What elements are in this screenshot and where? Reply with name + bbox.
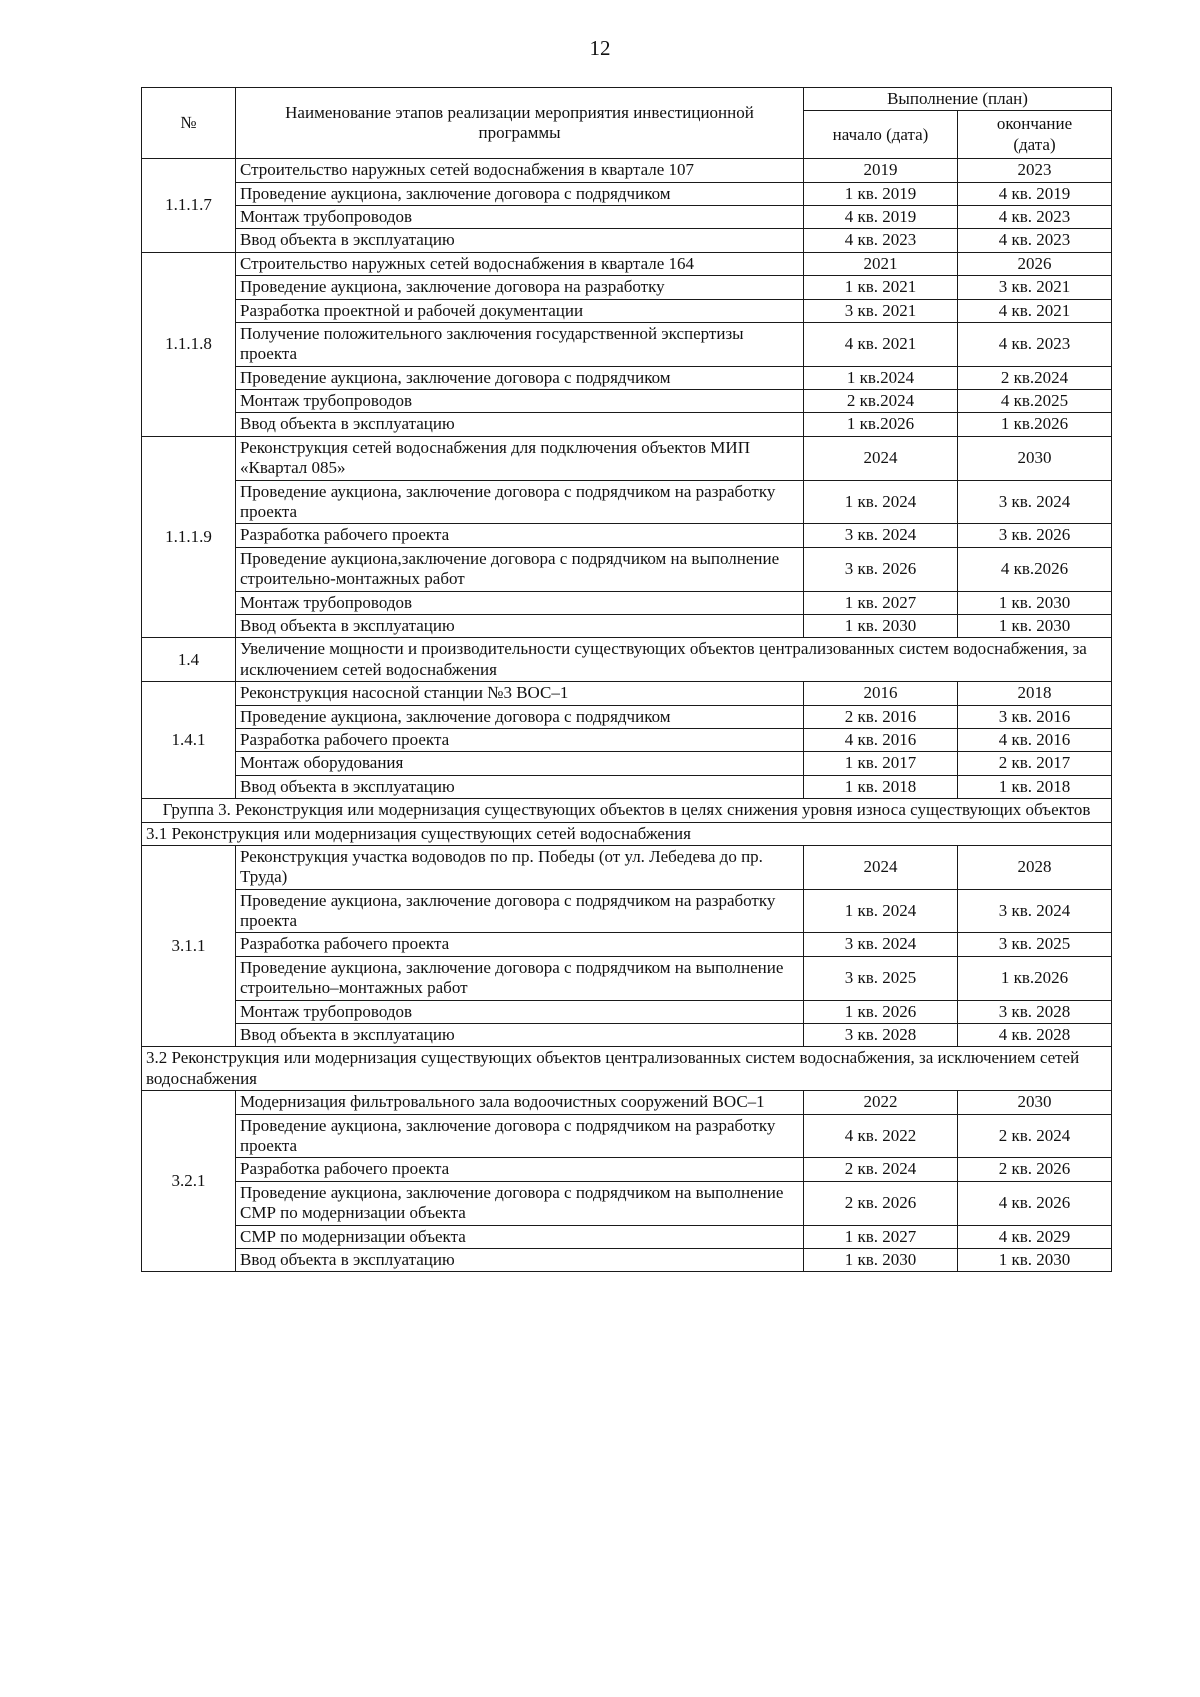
- end-date: 1 кв.2026: [958, 413, 1112, 436]
- start-date: 1 кв. 2024: [804, 889, 958, 933]
- end-date: 1 кв. 2030: [958, 1248, 1112, 1271]
- item-number: 1.4.1: [142, 682, 236, 799]
- start-date: 1 кв. 2018: [804, 775, 958, 798]
- end-date: 1 кв. 2030: [958, 614, 1112, 637]
- start-date: 4 кв. 2022: [804, 1114, 958, 1158]
- stage-name: Монтаж трубопроводов: [236, 1000, 804, 1023]
- stage-row: [142, 705, 1112, 728]
- end-date: 2 кв. 2017: [958, 752, 1112, 775]
- start-date: 1 кв. 2024: [804, 480, 958, 524]
- stage-name: Разработка проектной и рабочей документации: [236, 299, 804, 322]
- stage-row: [142, 229, 1112, 252]
- start-date: 2016: [804, 682, 958, 705]
- start-date: 3 кв. 2026: [804, 547, 958, 591]
- end-date: 1 кв. 2018: [958, 775, 1112, 798]
- group-title: Группа 3. Реконструкция или модернизация существующих объектов в целях снижения уровня износа существующих объектов: [142, 799, 1112, 822]
- stage-name: Проведение аукциона,заключение договора с подрядчиком на выполнение строительно-монтажных работ: [236, 547, 804, 591]
- end-date: 4 кв.2025: [958, 390, 1112, 413]
- start-date: 1 кв. 2026: [804, 1000, 958, 1023]
- item-number: 3.1.1: [142, 845, 236, 1047]
- stage-name: Ввод объекта в эксплуатацию: [236, 775, 804, 798]
- start-date: 2 кв. 2016: [804, 705, 958, 728]
- measure-name: Реконструкция насосной станции №3 ВОС–1: [236, 682, 804, 705]
- end-date: 3 кв. 2026: [958, 524, 1112, 547]
- stage-row: [142, 205, 1112, 228]
- start-date: 2 кв. 2024: [804, 1158, 958, 1181]
- stage-name: Разработка рабочего проекта: [236, 933, 804, 956]
- start-date: 4 кв. 2016: [804, 728, 958, 751]
- stage-row: [142, 956, 1112, 1000]
- stage-name: Монтаж трубопроводов: [236, 205, 804, 228]
- stage-row: [142, 728, 1112, 751]
- start-date: 2024: [804, 845, 958, 889]
- measure-row: [142, 252, 1112, 275]
- stage-row: [142, 1181, 1112, 1225]
- measure-row: [142, 159, 1112, 182]
- stage-row: [142, 322, 1112, 366]
- measure-name: Реконструкция сетей водоснабжения для подключения объектов МИП «Квартал 085»: [236, 436, 804, 480]
- stage-name: Монтаж трубопроводов: [236, 591, 804, 614]
- subgroup-title: 3.2 Реконструкция или модернизация существующих объектов централизованных систем водоснабжения, за исключением сетей водоснабжения: [142, 1047, 1112, 1091]
- start-date: 2 кв. 2026: [804, 1181, 958, 1225]
- end-date: 2 кв.2024: [958, 366, 1112, 389]
- measure-name: Модернизация фильтровального зала водоочистных сооружений ВОС–1: [236, 1091, 804, 1114]
- section-title: Увеличение мощности и производительности существующих объектов централизованных систем водоснабжения, за исключением сетей водоснабжения: [236, 638, 1112, 682]
- stage-name: Монтаж трубопроводов: [236, 390, 804, 413]
- item-number: 1.1.1.9: [142, 436, 236, 638]
- item-number: 3.2.1: [142, 1091, 236, 1272]
- end-date: 2023: [958, 159, 1112, 182]
- measure-row: [142, 682, 1112, 705]
- end-date: 4 кв. 2016: [958, 728, 1112, 751]
- end-date: 1 кв.2026: [958, 956, 1112, 1000]
- stage-name: Проведение аукциона, заключение договора с подрядчиком на разработку проекта: [236, 480, 804, 524]
- end-date: 4 кв. 2029: [958, 1225, 1112, 1248]
- end-date: 4 кв. 2023: [958, 229, 1112, 252]
- start-date: 3 кв. 2024: [804, 933, 958, 956]
- start-date: 2021: [804, 252, 958, 275]
- stage-row: [142, 276, 1112, 299]
- start-date: 2019: [804, 159, 958, 182]
- start-date: 2024: [804, 436, 958, 480]
- start-date: 3 кв. 2021: [804, 299, 958, 322]
- start-date: 3 кв. 2028: [804, 1024, 958, 1047]
- stage-name: Разработка рабочего проекта: [236, 728, 804, 751]
- end-date: 4 кв. 2023: [958, 322, 1112, 366]
- stage-row: [142, 480, 1112, 524]
- stage-name: Проведение аукциона, заключение договора с подрядчиком: [236, 366, 804, 389]
- start-date: 4 кв. 2019: [804, 205, 958, 228]
- measure-name: Строительство наружных сетей водоснабжения в квартале 107: [236, 159, 804, 182]
- start-date: 3 кв. 2025: [804, 956, 958, 1000]
- end-date: 4 кв. 2021: [958, 299, 1112, 322]
- end-date: 2030: [958, 436, 1112, 480]
- item-number: 1.1.1.7: [142, 159, 236, 253]
- page-number: 12: [589, 36, 611, 60]
- start-date: 3 кв. 2024: [804, 524, 958, 547]
- stage-row: [142, 1114, 1112, 1158]
- stage-row: [142, 1000, 1112, 1023]
- measure-row: [142, 436, 1112, 480]
- section-number: 1.4: [142, 638, 236, 682]
- stage-name: Проведение аукциона, заключение договора с подрядчиком на выполнение строительно–монтажных работ: [236, 956, 804, 1000]
- end-date: 2030: [958, 1091, 1112, 1114]
- header-start: начало (дата): [804, 111, 958, 159]
- stage-row: [142, 1225, 1112, 1248]
- start-date: 4 кв. 2023: [804, 229, 958, 252]
- stage-name: Разработка рабочего проекта: [236, 524, 804, 547]
- start-date: 2 кв.2024: [804, 390, 958, 413]
- subgroup-title: 3.1 Реконструкция или модернизация существующих сетей водоснабжения: [142, 822, 1112, 845]
- start-date: 1 кв. 2027: [804, 1225, 958, 1248]
- stage-row: [142, 299, 1112, 322]
- section-row: [142, 638, 1112, 682]
- stage-row: [142, 933, 1112, 956]
- stage-name: Проведение аукциона, заключение договора с подрядчиком на разработку проекта: [236, 1114, 804, 1158]
- end-date: 4 кв. 2023: [958, 205, 1112, 228]
- start-date: 1 кв. 2030: [804, 614, 958, 637]
- stage-name: Ввод объекта в эксплуатацию: [236, 413, 804, 436]
- table-body: [142, 159, 1112, 1272]
- end-date: 3 кв. 2024: [958, 480, 1112, 524]
- stage-name: Получение положительного заключения государственной экспертизы проекта: [236, 322, 804, 366]
- start-date: 1 кв. 2017: [804, 752, 958, 775]
- header-name: Наименование этапов реализации мероприятия инвестиционной программы: [236, 88, 804, 159]
- stage-row: [142, 752, 1112, 775]
- stage-name: Ввод объекта в эксплуатацию: [236, 1248, 804, 1271]
- item-number: 1.1.1.8: [142, 252, 236, 436]
- end-date: 3 кв. 2021: [958, 276, 1112, 299]
- end-date: 3 кв. 2028: [958, 1000, 1112, 1023]
- end-date: 2 кв. 2026: [958, 1158, 1112, 1181]
- subgroup-row: [142, 1047, 1112, 1091]
- stage-name: Ввод объекта в эксплуатацию: [236, 229, 804, 252]
- stage-row: [142, 413, 1112, 436]
- subgroup-row: [142, 822, 1112, 845]
- stage-name: СМР по модернизации объекта: [236, 1225, 804, 1248]
- start-date: 1 кв. 2030: [804, 1248, 958, 1271]
- end-date: 4 кв. 2019: [958, 182, 1112, 205]
- stage-name: Проведение аукциона, заключение договора с подрядчиком: [236, 705, 804, 728]
- stage-row: [142, 366, 1112, 389]
- end-date: 2026: [958, 252, 1112, 275]
- stage-name: Разработка рабочего проекта: [236, 1158, 804, 1181]
- header-execution: Выполнение (план): [804, 88, 1112, 111]
- end-date: 4 кв. 2028: [958, 1024, 1112, 1047]
- stage-name: Ввод объекта в эксплуатацию: [236, 1024, 804, 1047]
- stage-row: [142, 547, 1112, 591]
- measure-row: [142, 1091, 1112, 1114]
- stage-row: [142, 1024, 1112, 1047]
- end-date: 2018: [958, 682, 1112, 705]
- stage-row: [142, 182, 1112, 205]
- group-row: [142, 799, 1112, 822]
- stage-row: [142, 889, 1112, 933]
- stage-row: [142, 591, 1112, 614]
- stage-name: Проведение аукциона, заключение договора с подрядчиком на выполнение СМР по модернизации объекта: [236, 1181, 804, 1225]
- measure-row: [142, 845, 1112, 889]
- start-date: 2022: [804, 1091, 958, 1114]
- stage-row: [142, 524, 1112, 547]
- stage-name: Ввод объекта в эксплуатацию: [236, 614, 804, 637]
- header-end: окончание (дата): [958, 111, 1112, 159]
- stage-name: Проведение аукциона, заключение договора на разработку: [236, 276, 804, 299]
- stage-name: Проведение аукциона, заключение договора с подрядчиком на разработку проекта: [236, 889, 804, 933]
- end-date: 4 кв.2026: [958, 547, 1112, 591]
- end-date: 3 кв. 2024: [958, 889, 1112, 933]
- stage-row: [142, 614, 1112, 637]
- end-date: 3 кв. 2025: [958, 933, 1112, 956]
- start-date: 1 кв. 2027: [804, 591, 958, 614]
- measure-name: Строительство наружных сетей водоснабжения в квартале 164: [236, 252, 804, 275]
- end-date: 1 кв. 2030: [958, 591, 1112, 614]
- start-date: 1 кв. 2021: [804, 276, 958, 299]
- end-date: 4 кв. 2026: [958, 1181, 1112, 1225]
- table-header: [142, 88, 1112, 159]
- header-num: №: [142, 88, 236, 159]
- start-date: 1 кв. 2019: [804, 182, 958, 205]
- stage-row: [142, 1158, 1112, 1181]
- measure-name: Реконструкция участка водоводов по пр. Победы (от ул. Лебедева до пр. Труда): [236, 845, 804, 889]
- end-date: 3 кв. 2016: [958, 705, 1112, 728]
- investment-program-table: [141, 87, 1112, 1272]
- start-date: 1 кв.2024: [804, 366, 958, 389]
- stage-name: Проведение аукциона, заключение договора с подрядчиком: [236, 182, 804, 205]
- stage-name: Монтаж оборудования: [236, 752, 804, 775]
- stage-row: [142, 1248, 1112, 1271]
- start-date: 4 кв. 2021: [804, 322, 958, 366]
- end-date: 2028: [958, 845, 1112, 889]
- stage-row: [142, 775, 1112, 798]
- start-date: 1 кв.2026: [804, 413, 958, 436]
- stage-row: [142, 390, 1112, 413]
- end-date: 2 кв. 2024: [958, 1114, 1112, 1158]
